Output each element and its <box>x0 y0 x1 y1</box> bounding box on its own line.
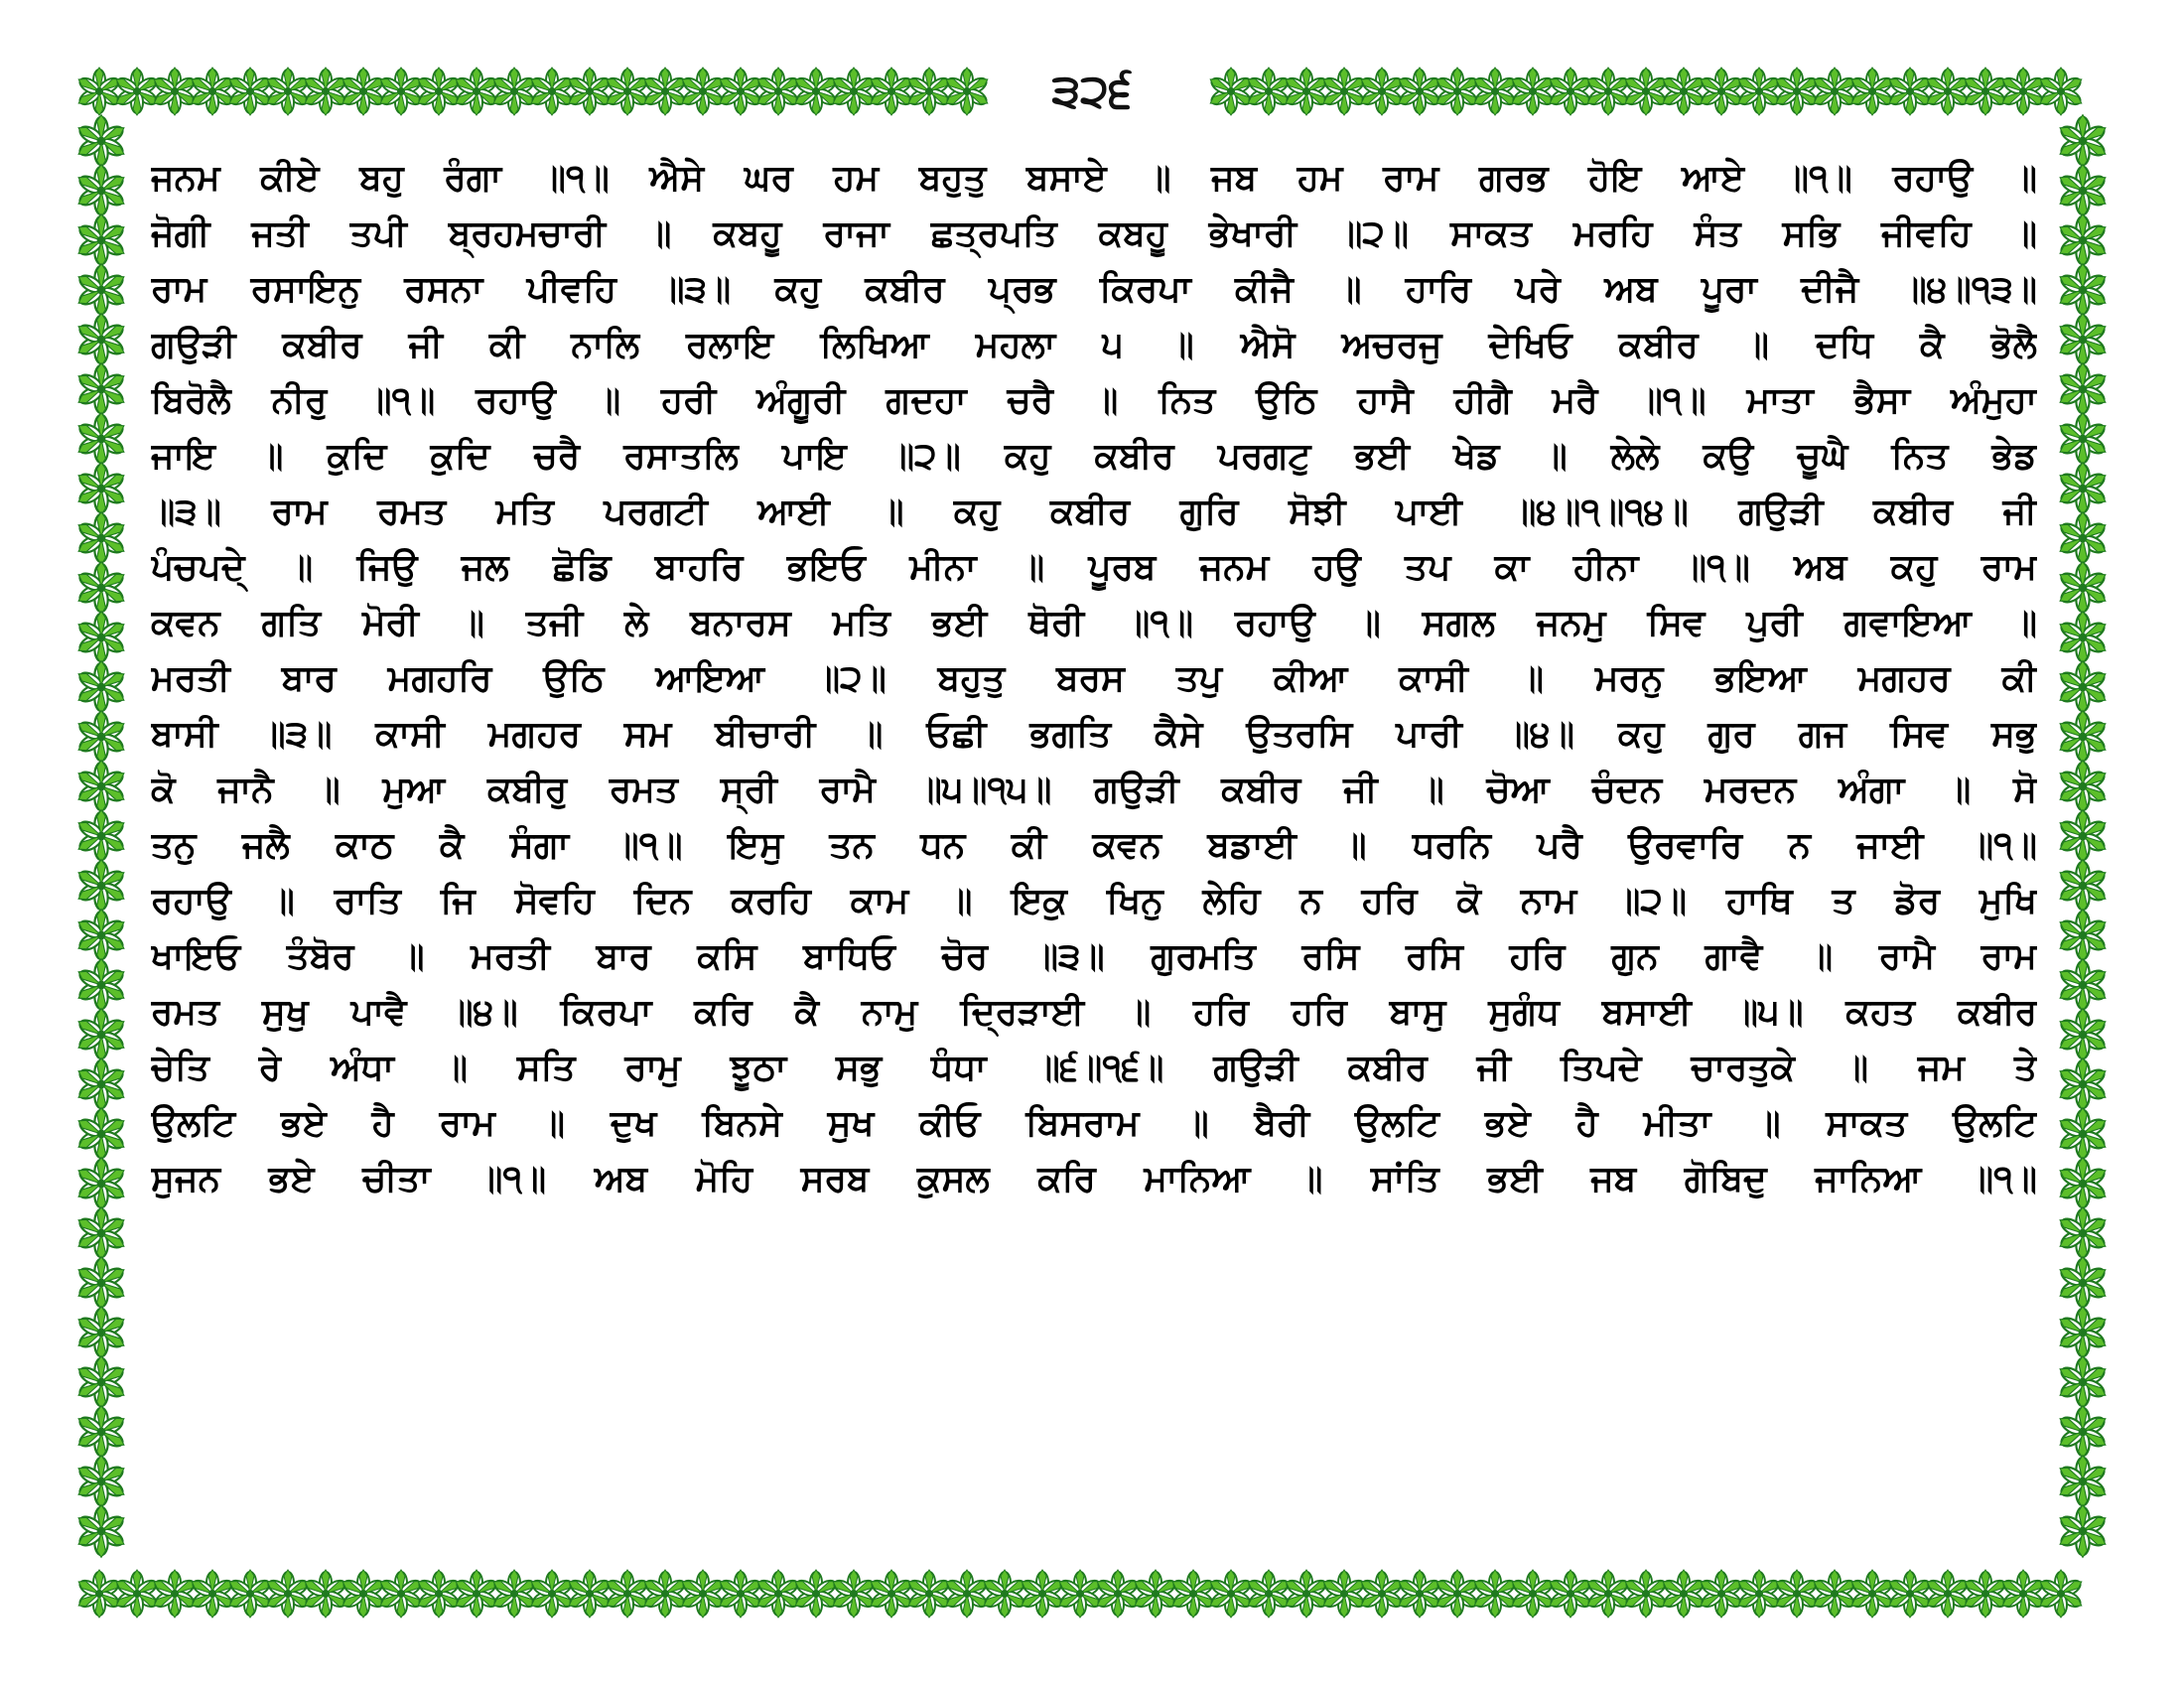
flower-icon <box>416 68 462 115</box>
flower-icon <box>1246 1570 1292 1618</box>
flower-icon <box>1057 1570 1103 1618</box>
flower-icon <box>2000 68 2046 115</box>
flower-icon <box>2058 810 2108 863</box>
flower-icon <box>76 1058 126 1111</box>
flower-icon <box>152 1570 198 1618</box>
flower-icon <box>190 1570 235 1618</box>
flower-icon <box>1812 1570 1857 1618</box>
flower-icon <box>642 1570 688 1618</box>
border-right-column <box>2058 115 2108 1558</box>
flower-icon <box>2058 264 2108 317</box>
flower-icon <box>2058 1207 2108 1260</box>
flower-icon <box>76 810 126 863</box>
page-number: ੩੨੬ <box>1013 52 1171 129</box>
flower-icon <box>1321 68 1367 115</box>
flower-icon <box>378 68 424 115</box>
flower-icon <box>1736 68 1782 115</box>
flower-icon <box>1623 1570 1669 1618</box>
text-line: ਗਉੜੀ ਕਬੀਰ ਜੀ ਕੀ ਨਾਲਿ ਰਲਾਇ ਲਿਖਿਆ ਮਹਲਾ ੫ ॥ ਐਸੋ ਅਚਰਜੁ ਦੇਖਿਓ ਕਬੀਰ ॥ ਦਧਿ ਕੈ ਭੋਲੈ <box>151 325 2037 365</box>
flower-icon <box>1434 1570 1480 1618</box>
flower-icon <box>1963 1570 2008 1618</box>
flower-icon <box>831 1570 877 1618</box>
flower-icon <box>76 264 126 317</box>
flower-icon <box>869 1570 914 1618</box>
flower-icon <box>2058 314 2108 366</box>
text-line: ਰਹਾਉ ॥ ਰਾਤਿ ਜਿ ਸੋਵਹਿ ਦਿਨ ਕਰਹਿ ਕਾਮ ॥ ਇਕੁ ਖਿਨੁ ਲੇਹਿ ਨ ਹਰਿ ਕੋ ਨਾਮ ॥੨॥ ਹਾਥਿ ਤ ਡੋਰ ਮੁਖਿ <box>151 881 2037 921</box>
flower-icon <box>2038 1570 2084 1618</box>
flower-icon <box>2058 1108 2108 1161</box>
flower-icon <box>227 1570 273 1618</box>
flower-icon <box>2058 860 2108 913</box>
flower-icon <box>680 1570 726 1618</box>
flower-icon <box>1397 68 1442 115</box>
flower-icon <box>605 68 650 115</box>
flower-icon <box>76 860 126 913</box>
flower-icon <box>1510 68 1556 115</box>
flower-icon <box>1321 1570 1367 1618</box>
flower-icon <box>2058 711 2108 764</box>
flower-icon <box>567 1570 613 1618</box>
flower-icon <box>76 1257 126 1310</box>
flower-icon <box>76 115 126 168</box>
text-line: ਮਰਤੀ ਬਾਰ ਮਗਹਰਿ ਉਠਿ ਆਇਆ ॥੨॥ ਬਹੁਤੁ ਬਰਸ ਤਪੁ ਕੀਆ ਕਾਸੀ ॥ ਮਰਨੁ ਭਇਆ ਮਗਹਰ ਕੀ <box>151 658 2037 699</box>
flower-icon <box>2058 1158 2108 1210</box>
flower-icon <box>1434 68 1480 115</box>
text-line: ਰਾਮ ਰਸਾਇਨੁ ਰਸਨਾ ਪੀਵਹਿ ॥੩॥ ਕਹੁ ਕਬੀਰ ਪ੍ਰਭ ਕਿਰਪਾ ਕੀਜੈ ॥ ਹਾਰਿ ਪਰੇ ਅਬ ਪੂਰਾ ਦੀਜੈ ॥੪॥੧੩॥ <box>151 269 2037 310</box>
text-line: ਜੋਗੀ ਜਤੀ ਤਪੀ ਬ੍ਰਹਮਚਾਰੀ ॥ ਕਬਹੂ ਰਾਜਾ ਛਤ੍ਰਪਤਿ ਕਬਹੂ ਭੇਖਾਰੀ ॥੨॥ ਸਾਕਤ ਮਰਹਿ ਸੰਤ ਸਭਿ ਜੀਵਹਿ ॥ <box>151 213 2037 254</box>
flower-icon <box>2058 1307 2108 1359</box>
flower-icon <box>2058 1456 2108 1508</box>
flower-icon <box>76 910 126 962</box>
flower-icon <box>1472 68 1518 115</box>
flower-icon <box>2038 68 2084 115</box>
flower-icon <box>906 68 952 115</box>
flower-icon <box>1849 68 1895 115</box>
flower-icon <box>1925 68 1971 115</box>
flower-icon <box>1623 68 1669 115</box>
flower-icon <box>114 1570 160 1618</box>
text-line: ਉਲਟਿ ਭਏ ਹੈ ਰਾਮ ॥ ਦੁਖ ਬਿਨਸੇ ਸੁਖ ਕੀਓ ਬਿਸਰਾਮ ॥ ਬੈਰੀ ਉਲਟਿ ਭਏ ਹੈ ਮੀਤਾ ॥ ਸਾਕਤ ਉਲਟਿ <box>151 1103 2037 1144</box>
flower-icon <box>529 68 575 115</box>
flower-icon <box>1359 1570 1405 1618</box>
flower-icon <box>567 68 613 115</box>
flower-icon <box>76 562 126 615</box>
flower-icon <box>1812 68 1857 115</box>
flower-icon <box>2058 1257 2108 1310</box>
flower-icon <box>1548 1570 1593 1618</box>
flower-icon <box>76 661 126 714</box>
flower-icon <box>76 363 126 416</box>
flower-icon <box>2058 910 2108 962</box>
flower-icon <box>1963 68 2008 115</box>
flower-icon <box>227 68 273 115</box>
flower-icon <box>1020 1570 1065 1618</box>
text-line: ਰਮਤ ਸੁਖੁ ਪਾਵੈ ॥੪॥ ਕਿਰਪਾ ਕਰਿ ਕੈ ਨਾਮੁ ਦ੍ਰਿੜਾਈ ॥ ਹਰਿ ਹਰਿ ਬਾਸੁ ਸੁਗੰਧ ਬਸਾਈ ॥੫॥ ਕਹਤ ਕਬੀਰ <box>151 992 2037 1033</box>
flower-icon <box>76 959 126 1012</box>
flower-icon <box>2058 463 2108 515</box>
flower-icon <box>2058 661 2108 714</box>
flower-icon <box>1208 68 1254 115</box>
text-line: ਕੋ ਜਾਨੈ ॥ ਮੁਆ ਕਬੀਰੁ ਰਮਤ ਸ੍ਰੀ ਰਾਮੈ ॥੫॥੧੫॥ ਗਉੜੀ ਕਬੀਰ ਜੀ ॥ ਚੋਆ ਚੰਦਨ ਮਰਦਨ ਅੰਗਾ ॥ ਸੋ <box>151 770 2037 810</box>
text-line: ॥੩॥ ਰਾਮ ਰਮਤ ਮਤਿ ਪਰਗਟੀ ਆਈ ॥ ਕਹੁ ਕਬੀਰ ਗੁਰਿ ਸੋਝੀ ਪਾਈ ॥੪॥੧॥੧੪॥ ਗਉੜੀ ਕਬੀਰ ਜੀ <box>151 492 2037 532</box>
flower-icon <box>2058 115 2108 168</box>
flower-icon <box>1133 1570 1178 1618</box>
flower-icon <box>454 1570 499 1618</box>
flower-icon <box>2058 363 2108 416</box>
flower-icon <box>2058 959 2108 1012</box>
flower-icon <box>152 68 198 115</box>
flower-icon <box>416 1570 462 1618</box>
flower-icon <box>944 68 990 115</box>
flower-icon <box>76 761 126 813</box>
flower-icon <box>1359 68 1405 115</box>
flower-icon <box>190 68 235 115</box>
flower-icon <box>1774 1570 1820 1618</box>
text-line: ਖਾਇਓ ਤੰਬੋਰ ॥ ਮਰਤੀ ਬਾਰ ਕਸਿ ਬਾਧਿਓ ਚੋਰ ॥੩॥ ਗੁਰਮਤਿ ਰਸਿ ਰਸਿ ਹਰਿ ਗੁਨ ਗਾਵੈ ॥ ਰਾਮੈ ਰਾਮ <box>151 936 2037 977</box>
flower-icon <box>341 68 386 115</box>
flower-icon <box>378 1570 424 1618</box>
flower-icon <box>76 463 126 515</box>
flower-icon <box>718 1570 763 1618</box>
flower-icon <box>1887 68 1933 115</box>
flower-icon <box>2058 761 2108 813</box>
flower-icon <box>76 68 122 115</box>
flower-icon <box>1925 1570 1971 1618</box>
flower-icon <box>1208 1570 1254 1618</box>
text-line: ਬਾਸੀ ॥੩॥ ਕਾਸੀ ਮਗਹਰ ਸਮ ਬੀਚਾਰੀ ॥ ਓਛੀ ਭਗਤਿ ਕੈਸੇ ਉਤਰਸਿ ਪਾਰੀ ॥੪॥ ਕਹੁ ਗੁਰ ਗਜ ਸਿਵ ਸਭੁ <box>151 714 2037 755</box>
flower-icon <box>755 1570 801 1618</box>
flower-icon <box>76 512 126 565</box>
flower-icon <box>76 165 126 217</box>
flower-icon <box>303 1570 348 1618</box>
flower-icon <box>906 1570 952 1618</box>
flower-icon <box>1887 1570 1933 1618</box>
flower-icon <box>680 68 726 115</box>
flower-icon <box>2058 512 2108 565</box>
flower-icon <box>265 68 311 115</box>
flower-icon <box>605 1570 650 1618</box>
flower-icon <box>76 1406 126 1459</box>
flower-icon <box>76 1456 126 1508</box>
scripture-text <box>151 151 2037 1541</box>
flower-icon <box>642 68 688 115</box>
flower-icon <box>1699 68 1744 115</box>
flower-icon <box>2058 1406 2108 1459</box>
flower-icon <box>76 1009 126 1061</box>
flower-icon <box>303 68 348 115</box>
flower-icon <box>1736 1570 1782 1618</box>
flower-icon <box>1284 68 1329 115</box>
flower-icon <box>529 1570 575 1618</box>
flower-icon <box>76 413 126 466</box>
flower-icon <box>76 1108 126 1161</box>
flower-icon <box>793 68 839 115</box>
flower-icon <box>1472 1570 1518 1618</box>
text-line: ਬਿਰੋਲੈ ਨੀਰੁ ॥੧॥ ਰਹਾਉ ॥ ਹਰੀ ਅੰਗੂਰੀ ਗਦਹਾ ਚਰੈ ॥ ਨਿਤ ਉਠਿ ਹਾਸੈ ਹੀਗੈ ਮਰੈ ॥੧॥ ਮਾਤਾ ਭੈਸਾ ਅੰਮੁਹਾ <box>151 380 2037 421</box>
text-line: ਸੁਜਨ ਭਏ ਚੀਤਾ ॥੧॥ ਅਬ ਮੋਹਿ ਸਰਬ ਕੁਸਲ ਕਰਿ ਮਾਨਿਆ ॥ ਸਾਂਤਿ ਭਈ ਜਬ ਗੋਬਿਦੁ ਜਾਨਿਆ ॥੧॥ <box>151 1159 2037 1199</box>
flower-icon <box>491 68 537 115</box>
flower-icon <box>793 1570 839 1618</box>
flower-icon <box>76 1356 126 1409</box>
flower-icon <box>1246 68 1292 115</box>
flower-icon <box>869 68 914 115</box>
flower-icon <box>2058 214 2108 267</box>
flower-icon <box>2058 1505 2108 1558</box>
flower-icon <box>76 1207 126 1260</box>
flower-icon <box>2058 1356 2108 1409</box>
flower-icon <box>76 711 126 764</box>
flower-icon <box>718 68 763 115</box>
border-left-column <box>76 115 126 1558</box>
flower-icon <box>2058 165 2108 217</box>
flower-icon <box>1661 1570 1706 1618</box>
flower-icon <box>1661 68 1706 115</box>
flower-icon <box>76 1570 122 1618</box>
flower-icon <box>1284 1570 1329 1618</box>
flower-icon <box>1548 68 1593 115</box>
flower-icon <box>76 214 126 267</box>
flower-icon <box>1585 1570 1631 1618</box>
flower-icon <box>341 1570 386 1618</box>
flower-icon <box>454 68 499 115</box>
flower-icon <box>1170 1570 1216 1618</box>
flower-icon <box>76 1505 126 1558</box>
flower-icon <box>1585 68 1631 115</box>
flower-icon <box>1510 1570 1556 1618</box>
flower-icon <box>2000 1570 2046 1618</box>
flower-icon <box>2058 413 2108 466</box>
flower-icon <box>1849 1570 1895 1618</box>
flower-icon <box>831 68 877 115</box>
text-line: ਜਾਇ ॥ ਕੁਦਿ ਕੁਦਿ ਚਰੈ ਰਸਾਤਲਿ ਪਾਇ ॥੨॥ ਕਹੁ ਕਬੀਰ ਪਰਗਟੁ ਭਈ ਖੇਡ ॥ ਲੇਲੇ ਕਉ ਚੂਘੈ ਨਿਤ ਭੇਡ <box>151 436 2037 477</box>
flower-icon <box>265 1570 311 1618</box>
flower-icon <box>76 1158 126 1210</box>
flower-icon <box>1774 68 1820 115</box>
text-line: ਜਨਮ ਕੀਏ ਬਹੁ ਰੰਗਾ ॥੧॥ ਐਸੇ ਘਰ ਹਮ ਬਹੁਤੁ ਬਸਾਏ ॥ ਜਬ ਹਮ ਰਾਮ ਗਰਭ ਹੋਇ ਆਏ ॥੧॥ ਰਹਾਉ ॥ <box>151 158 2037 199</box>
text-line: ਚੇਤਿ ਰੇ ਅੰਧਾ ॥ ਸਤਿ ਰਾਮੁ ਝੂਠਾ ਸਭੁ ਧੰਧਾ ॥੬॥੧੬॥ ਗਉੜੀ ਕਬੀਰ ਜੀ ਤਿਪਦੇ ਚਾਰਤੁਕੇ ॥ ਜਮ ਤੇ <box>151 1048 2037 1088</box>
flower-icon <box>2058 1009 2108 1061</box>
flower-icon <box>76 1307 126 1359</box>
flower-icon <box>982 1570 1027 1618</box>
flower-icon <box>2058 562 2108 615</box>
flower-icon <box>76 314 126 366</box>
flower-icon <box>114 68 160 115</box>
flower-icon <box>755 68 801 115</box>
flower-icon <box>1699 1570 1744 1618</box>
border-bottom-row <box>76 1570 2084 1618</box>
flower-icon <box>1095 1570 1141 1618</box>
text-line: ਤਨੁ ਜਲੈ ਕਾਠ ਕੈ ਸੰਗਾ ॥੧॥ ਇਸੁ ਤਨ ਧਨ ਕੀ ਕਵਨ ਬਡਾਈ ॥ ਧਰਨਿ ਪਰੈ ਉਰਵਾਰਿ ਨ ਜਾਈ ॥੧॥ <box>151 825 2037 866</box>
flower-icon <box>491 1570 537 1618</box>
flower-icon <box>1397 1570 1442 1618</box>
text-line: ਪੰਚਪਦੇ੍ ॥ ਜਿਉ ਜਲ ਛੋਡਿ ਬਾਹਰਿ ਭਇਓ ਮੀਨਾ ॥ ਪੂਰਬ ਜਨਮ ਹਉ ਤਪ ਕਾ ਹੀਨਾ ॥੧॥ ਅਬ ਕਹੁ ਰਾਮ <box>151 547 2037 588</box>
flower-icon <box>76 612 126 664</box>
flower-icon <box>2058 1058 2108 1111</box>
flower-icon <box>944 1570 990 1618</box>
flower-icon <box>2058 612 2108 664</box>
text-line: ਕਵਨ ਗਤਿ ਮੋਰੀ ॥ ਤਜੀ ਲੇ ਬਨਾਰਸ ਮਤਿ ਭਈ ਥੋਰੀ ॥੧॥ ਰਹਾਉ ॥ ਸਗਲ ਜਨਮੁ ਸਿਵ ਪੁਰੀ ਗਵਾਇਆ ॥ <box>151 603 2037 643</box>
